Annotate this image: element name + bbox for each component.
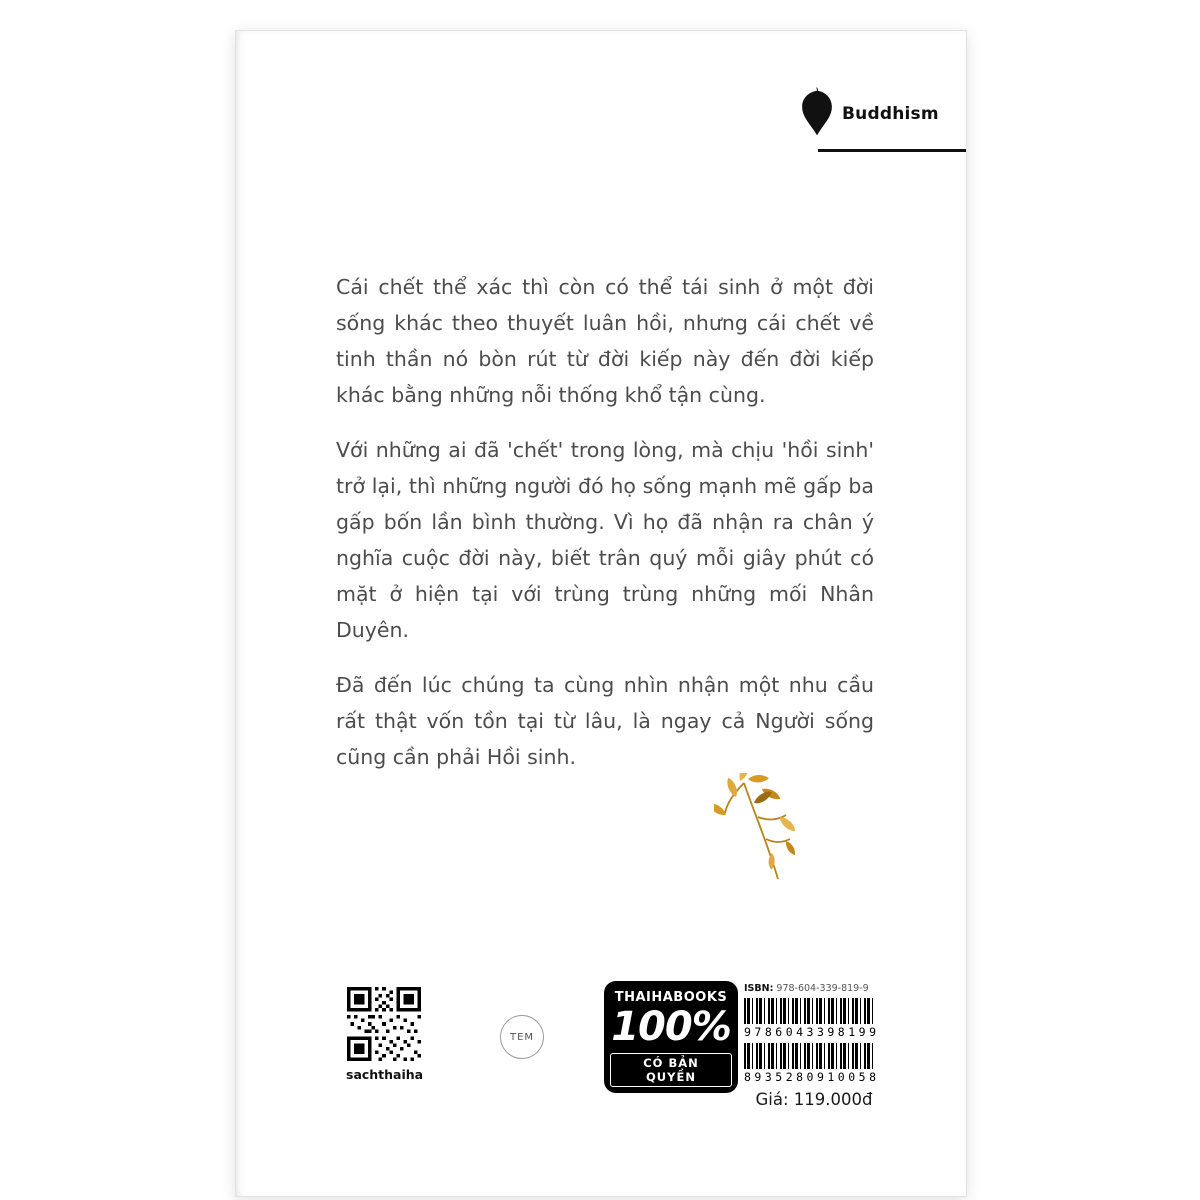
badge-copyright-text: CÓ BẢN QUYỀN	[610, 1053, 732, 1087]
barcode-bars	[744, 1043, 876, 1069]
bodhi-leaf-icon	[800, 86, 834, 138]
qr-block	[346, 987, 422, 1082]
paragraph: Cái chết thể xác thì còn có thể tái sinh ở một đời sống khác theo thuyết luân hồi, nhưng cái chết về tinh thần nó bòn rút từ đời kiếp này đến đời kiếp khác bằng những nỗi thống khổ tận cùng.	[336, 275, 874, 407]
barcode-digits: 8935280910058	[744, 1070, 880, 1084]
back-cover-text	[336, 269, 874, 794]
barcode-bars	[744, 998, 876, 1024]
gold-branch-icon	[714, 773, 806, 891]
isbn-barcode	[744, 998, 880, 1039]
isbn-barcode-block	[744, 983, 884, 1109]
isbn-label: ISBN:	[744, 983, 774, 994]
paragraph: Đã đến lúc chúng ta cùng nhìn nhận một nhu cầu rất thật vốn tồn tại từ lâu, là ngay cả Người sống cũng cần phải Hồi sinh.	[336, 673, 874, 769]
badge-publisher: THAIHABOOKS	[614, 990, 728, 1005]
isbn-line	[744, 983, 884, 994]
qr-code-icon	[347, 987, 421, 1061]
badge-percent: 100%	[611, 1004, 731, 1050]
logo-underline-rule	[818, 149, 966, 152]
copyright-badge	[604, 981, 738, 1093]
isbn-value: 978-604-339-819-9	[776, 983, 869, 994]
barcode-digits: 9786043398199	[744, 1025, 880, 1039]
book-back-cover	[235, 30, 967, 1197]
tem-stamp	[500, 1015, 544, 1059]
price-label: Giá: 119.000đ	[755, 1090, 873, 1109]
buddhism-logo-label: Buddhism	[842, 104, 939, 124]
tem-label: TEM	[509, 1031, 535, 1043]
paragraph: Với những ai đã 'chết' trong lòng, mà chịu 'hồi sinh' trở lại, thì những người đó họ sống mạnh mẽ gấp ba gấp bốn lần bình thường. Vì họ đã nhận ra chân ý nghĩa cuộc đời này, biết trân quý mỗi giây phút có mặt ở hiện tại với trùng trùng những mối Nhân Duyên.	[336, 438, 874, 642]
qr-caption: sachthaiha	[346, 1067, 424, 1082]
buddhism-logo	[798, 86, 948, 152]
ean-barcode	[744, 1043, 880, 1084]
